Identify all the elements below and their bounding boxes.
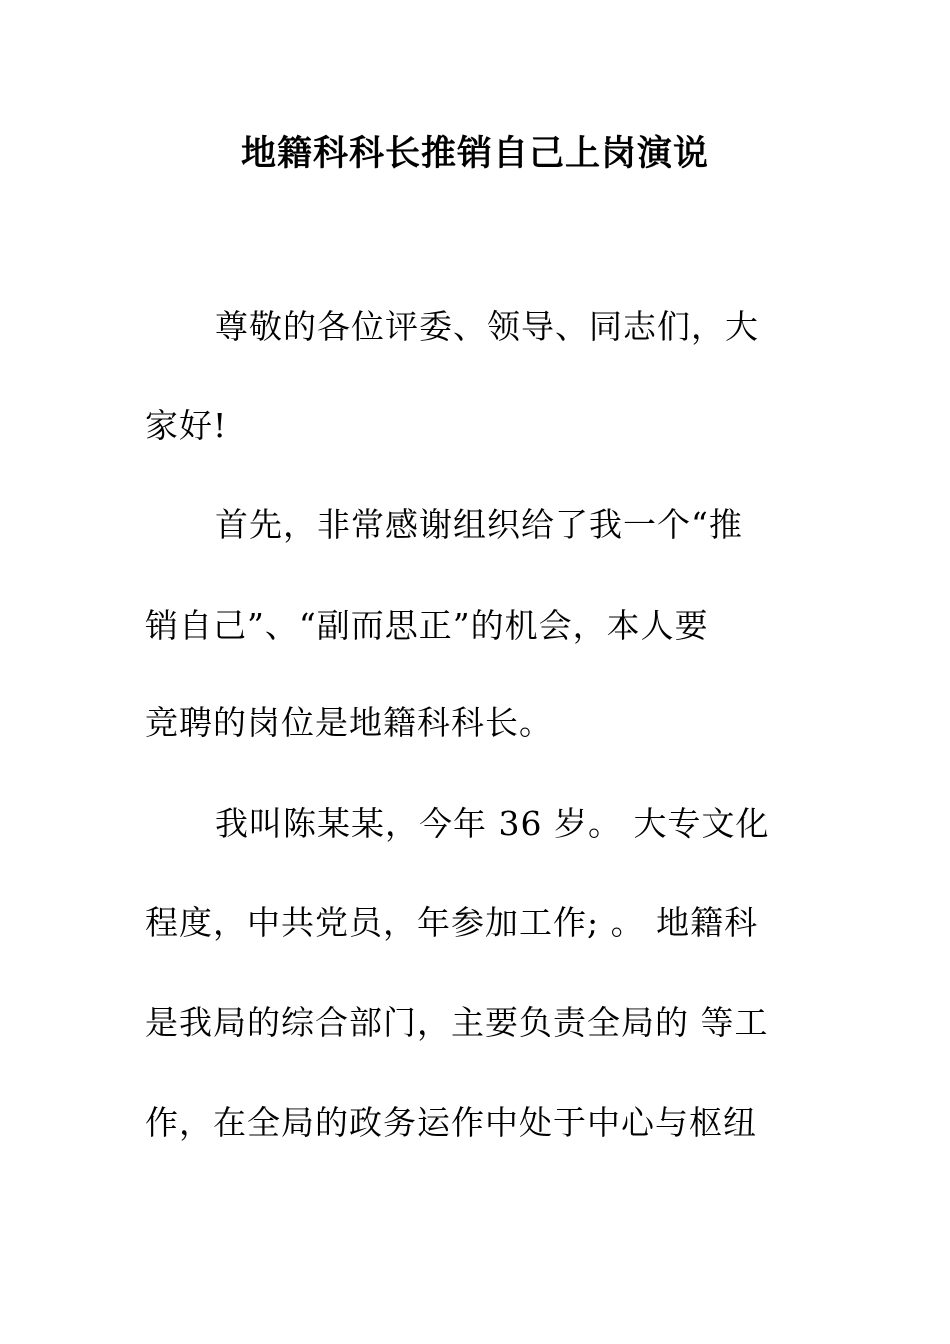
paragraph-line: 是我局的综合部门，主要负责全局的 等工 [145, 1003, 769, 1042]
paragraph-line: 尊敬的各位评委、领导、同志们，大 [215, 307, 759, 346]
document-title: 地籍科科长推销自己上岗演说 [240, 134, 709, 174]
paragraph-line: 销自己”、“副而思正”的机会，本人要 [145, 606, 709, 645]
paragraph-line: 程度，中共党员，年参加工作; 。 地籍科 [145, 903, 759, 942]
paragraph-line: 我叫陈某某，今年 36 岁。 大专文化 [215, 804, 770, 843]
paragraph-line: 首先，非常感谢组织给了我一个“推 [215, 505, 743, 544]
paragraph-line: 作，在全局的政务运作中处于中心与枢纽 [145, 1103, 757, 1142]
paragraph-line: 竞聘的岗位是地籍科科长。 [145, 703, 553, 742]
paragraph-line: 家好! [145, 406, 228, 445]
